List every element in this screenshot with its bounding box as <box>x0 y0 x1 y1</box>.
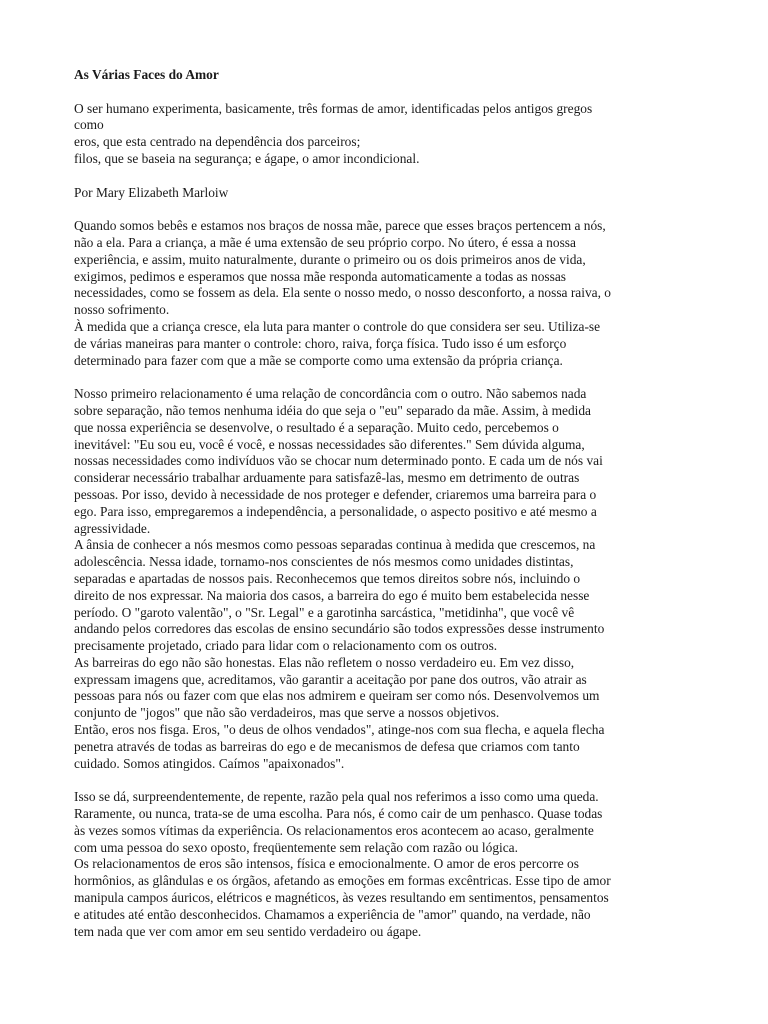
text-line: cuidado. Somos atingidos. Caímos "apaixonados". <box>74 755 345 771</box>
document-page <box>74 67 714 940</box>
text-line: manipula campos áuricos, elétricos e magnéticos, às vezes resultando em sentimentos, pensamentos <box>74 890 609 906</box>
paragraph-gap <box>74 772 714 789</box>
text-line: Nosso primeiro relacionamento é uma relação de concordância com o outro. Não sabemos nada <box>74 386 587 402</box>
text-line: que nossa experiência se desenvolve, o resultado é a separação. Muito cedo, percebemos o <box>74 419 559 435</box>
text-line: inevitável: "Eu sou eu, você é você, e nossas necessidades são diferentes." Sem dúvida alguma, <box>74 436 585 452</box>
text-line: precisamente projetado, criado para lidar com o relacionamento com os outros. <box>74 638 498 654</box>
text-line: sobre separação, não temos nenhuma idéia do que seja o "eu" separado da mãe. Assim, à medida <box>74 402 591 418</box>
text-line: experiência, e assim, muito naturalmente, durante o primeiro ou os dois primeiros anos de vida, <box>74 251 586 267</box>
text-line: de várias maneiras para manter o controle: choro, raiva, força física. Tudo isso é um esforço <box>74 335 567 351</box>
text-line: As barreiras do ego não são honestas. Elas não refletem o nosso verdadeiro eu. Em vez disso, <box>74 654 575 670</box>
text-line: andando pelos corredores das escolas de ensino secundário são todos expressões desse instrumento <box>74 621 605 637</box>
text-line: nosso sofrimento. <box>74 302 170 318</box>
document-title: As Várias Faces do Amor <box>74 67 219 82</box>
intro-line: filos, que se baseia na segurança; e ágape, o amor incondicional. <box>74 150 420 166</box>
text-line: agressividade. <box>74 520 151 536</box>
body-block-1 <box>74 218 714 369</box>
text-line: e atitudes até então desconhecidos. Chamamos a experiência de "amor" quando, na verdade, não <box>74 906 591 922</box>
body-block-2 <box>74 386 714 772</box>
intro-line: como <box>74 117 104 133</box>
text-line: Raramente, ou nunca, trata-se de uma escolha. Para nós, é como cair de um penhasco. Quase todas <box>74 806 603 822</box>
text-line: Então, eros nos fisga. Eros, "o deus de olhos vendados", atinge-nos com sua flecha, e aquela flecha <box>74 722 605 738</box>
text-line: expressam imagens que, acreditamos, vão garantir a aceitação por pane dos outros, vão atrair as <box>74 671 587 687</box>
text-line: com uma pessoa do sexo oposto, freqüentemente sem relação com razão ou lógica. <box>74 839 518 855</box>
text-line: Isso se dá, surpreendentemente, de repente, razão pela qual nos referimos a isso como uma queda. <box>74 789 599 805</box>
text-line: determinado para fazer com que a mãe se comporte como uma extensão da própria criança. <box>74 352 563 368</box>
text-line: considerar necessário trabalhar arduamente para satisfazê-las, mesmo em detrimento de outras <box>74 470 580 486</box>
text-line: tem nada que ver com amor em seu sentido verdadeiro ou ágape. <box>74 923 422 939</box>
text-line: Quando somos bebês e estamos nos braços de nossa mãe, parece que esses braços pertencem a nós, <box>74 218 606 234</box>
author-line: Por Mary Elizabeth Marloiw <box>74 184 229 200</box>
text-line: Os relacionamentos de eros são intensos, física e emocionalmente. O amor de eros percorre os <box>74 856 579 872</box>
text-line: não a ela. Para a criança, a mãe é uma extensão de seu próprio corpo. No útero, é essa a nossa <box>74 234 576 250</box>
text-line: hormônios, as glândulas e os órgãos, afetando as emoções em formas excêntricas. Esse tipo de amor <box>74 873 611 889</box>
intro-line: O ser humano experimenta, basicamente, três formas de amor, identificadas pelos antigos gregos <box>74 100 593 116</box>
text-line: período. O "garoto valentão", o "Sr. Legal" e a garotinha sarcástica, "metidinha", que você vê <box>74 604 575 620</box>
text-line: nossas necessidades como indivíduos vão se chocar num determinado ponto. E cada um de nós vai <box>74 453 603 469</box>
text-line: ego. Para isso, empregaremos a independência, a personalidade, o aspecto positivo e até mesmo a <box>74 503 597 519</box>
intro-paragraph <box>74 101 714 168</box>
paragraph-gap <box>74 168 714 185</box>
text-line: exigimos, pedimos e esperamos que nossa mãe responda automaticamente a todas as nossas <box>74 268 566 284</box>
text-line: separadas e apartadas de nossos pais. Reconhecemos que temos direitos sobre nós, incluindo o <box>74 570 581 586</box>
text-line: às vezes somos vítimas da experiência. Os relacionamentos eros acontecem ao acaso, geralmente <box>74 822 594 838</box>
body-block-3 <box>74 789 714 940</box>
text-line: adolescência. Nessa idade, tornamo-nos conscientes de nós mesmos como unidades distintas, <box>74 554 574 570</box>
text-line: pessoas. Por isso, devido à necessidade de nos proteger e defender, criaremos uma barreira para o <box>74 486 597 502</box>
text-line: necessidades, como se fossem as dela. Ela sente o nosso medo, o nosso desconforto, a nossa raiva, o <box>74 285 611 301</box>
paragraph-gap <box>74 201 714 218</box>
text-line: direito de nos expressar. Na maioria dos casos, a barreira do ego é muito bem estabelecida nesse <box>74 587 590 603</box>
intro-line: eros, que esta centrado na dependência dos parceiros; <box>74 134 361 150</box>
text-line: penetra através de todas as barreiras do ego e de mecanismos de defesa que criamos com tanto <box>74 738 580 754</box>
text-line: A ânsia de conhecer a nós mesmos como pessoas separadas continua à medida que crescemos, na <box>74 537 596 553</box>
text-line: conjunto de "jogos" que não são verdadeiros, mas que serve a nossos objetivos. <box>74 705 500 721</box>
text-line: À medida que a criança cresce, ela luta para manter o controle do que considera ser seu. Utiliza-se <box>74 318 601 334</box>
text-line: pessoas para nós ou fazer com que elas nos admirem e queiram ser como nós. Desenvolvemos um <box>74 688 600 704</box>
paragraph-gap <box>74 369 714 386</box>
